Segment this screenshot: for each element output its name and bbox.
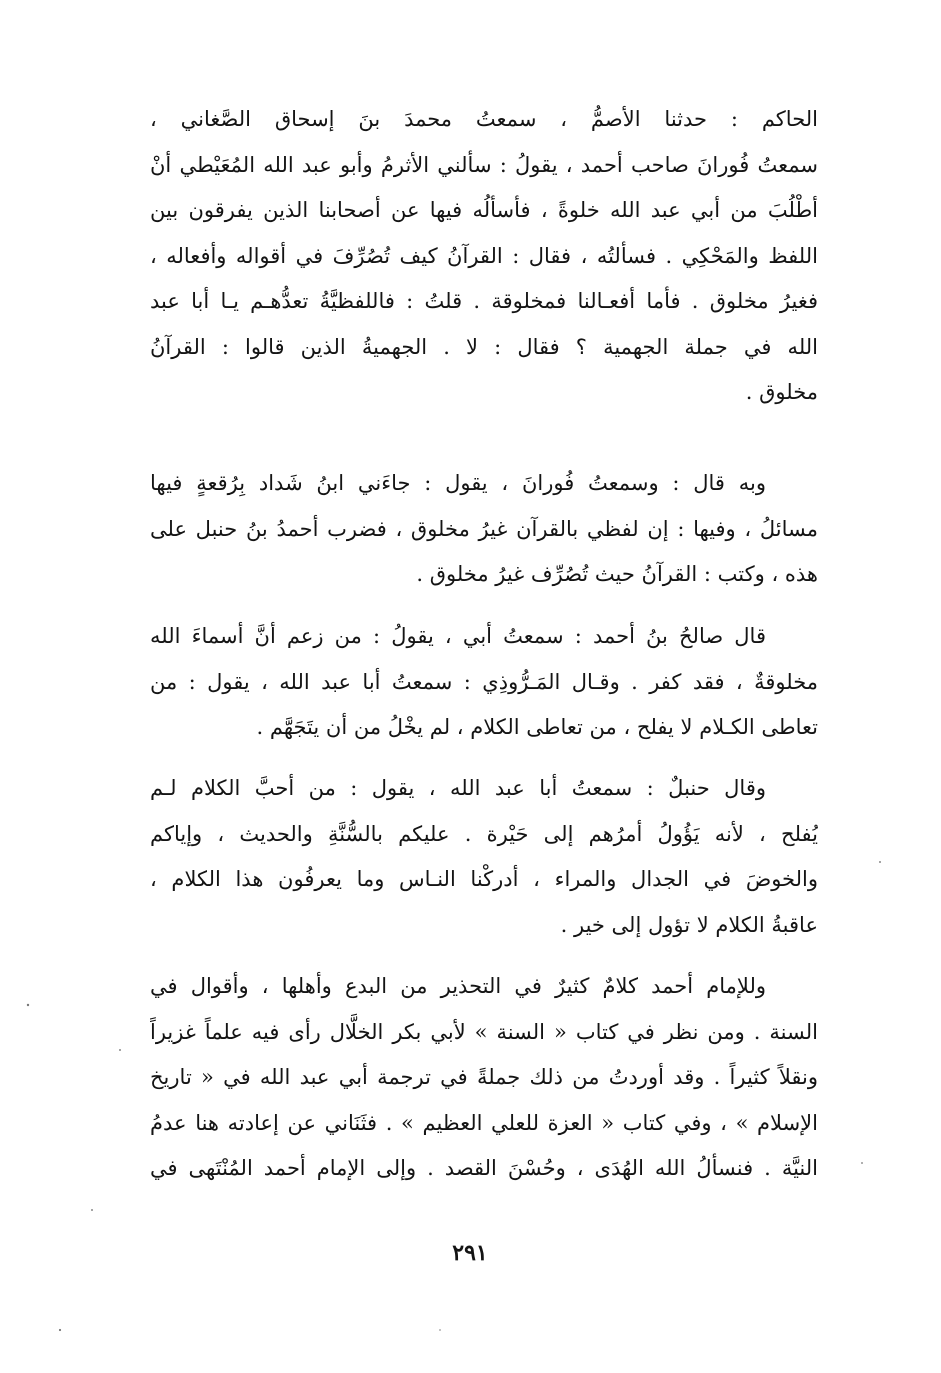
text-line: الإسلام » ، وفي كتاب « العزة للعلي العظيم » . فثَنَاني عن إعادته هنا عدمُ	[150, 1110, 818, 1135]
text-line: عاقبةُ الكلام لا تؤول إلى خير .	[560, 912, 818, 937]
text-line: وللإمام أحمد كلامٌ كثيرٌ في التحذير من البدع وأهلها ، وأقوال في	[150, 974, 766, 998]
text-line: اللفظ والمَحْكِي . فسألتُه ، فقال : القرآنُ كيف تُصُرِّفَ في أقواله وأفعاله ،	[150, 243, 818, 268]
paragraph-2	[150, 461, 818, 598]
text-line: سمعتُ فُورانَ صاحب أحمد ، يقولُ : سألني الأثرمُ وأبو عبد الله المُعَيْطي أنْ	[150, 152, 818, 177]
paragraph-5	[150, 964, 818, 1192]
page-number: ٢٩١	[452, 1240, 488, 1266]
text-line: السنة . ومن نظر في كتاب « السنة » لأبي بكر الخلَّال رأى فيه علماً غزيراً	[150, 1019, 818, 1044]
text-line: الحاكم : حدثنا الأصمُّ ، سمعتُ محمدَ بنَ إسحاق الصَّغاني ،	[150, 107, 818, 131]
text-line: قال صالحُ بنُ أحمد : سمعتُ أبي ، يقولُ : من زعم أنَّ أسماءَ الله	[150, 624, 766, 648]
text-line: وقال حنبلٌ : سمعتُ أبا عبد الله ، يقول : من أحبَّ الكلام لـم	[150, 776, 766, 800]
text-line: مخلوقةٌ ، فقد كفر . وقـال المَـرُّوذِي : سمعتُ أبا عبد الله ، يقول : من	[150, 669, 818, 694]
text-line: ونقلاً كثيراً . وقد أوردتُ من ذلك جملةً في ترجمة أبي عبد الله في « تاريخ	[150, 1065, 818, 1089]
text-line: أطْلُبَ من أبي عبد الله خلوةً ، فأسألُه فيها عن أصحابنا الذين يفرقون بين	[150, 198, 818, 222]
text-line: مسائلُ ، وفيها : إن لفظي بالقرآن غيرُ مخلوق ، فضرب أحمدُ بنُ حنبل على	[150, 516, 818, 541]
text-line: وبه قال : وسمعتُ فُورانَ ، يقول : جاءَني ابنُ شَداد بِرُقعةٍ فيها	[150, 471, 766, 495]
text-line: مخلوق .	[745, 380, 818, 404]
text-line: الله في جملة الجهمية ؟ فقال : لا . الجهميةُ الذين قالوا : القرآنُ	[150, 334, 818, 359]
text-line: والخوضَ في الجدال والمراء ، أدركْنا النـاس وما يعرفُون هذا الكلام ،	[150, 867, 818, 891]
paragraph-4	[150, 766, 818, 948]
text-line: يُفلح ، لأنه يَؤُولُ أمرُهم إلى حَيْرة . عليكم بالسُّنَّةِ والحديث ، وإياكم	[150, 821, 818, 846]
paragraph-1	[150, 97, 818, 416]
text-line: فغيرُ مخلوق . فأما أفعـالنا فمخلوقة . قلتُ : فاللفظيَّةُ تعدُّهـم يـا أبا عبد	[150, 289, 818, 313]
paragraph-3	[150, 614, 818, 751]
text-line: النيَّة . فنسألُ الله الهُدَى ، وحُسْنَ القصد . وإلى الإمام أحمد المُنْتَهى في	[150, 1156, 818, 1180]
text-line: هذه ، وكتب : القرآنُ حيث تُصُرِّف غيرُ مخلوق .	[416, 562, 818, 586]
text-line: تعاطى الكـلام لا يفلح ، من تعاطى الكلام ، لم يخْلُ من أن يتَجَهَّم .	[256, 715, 818, 739]
